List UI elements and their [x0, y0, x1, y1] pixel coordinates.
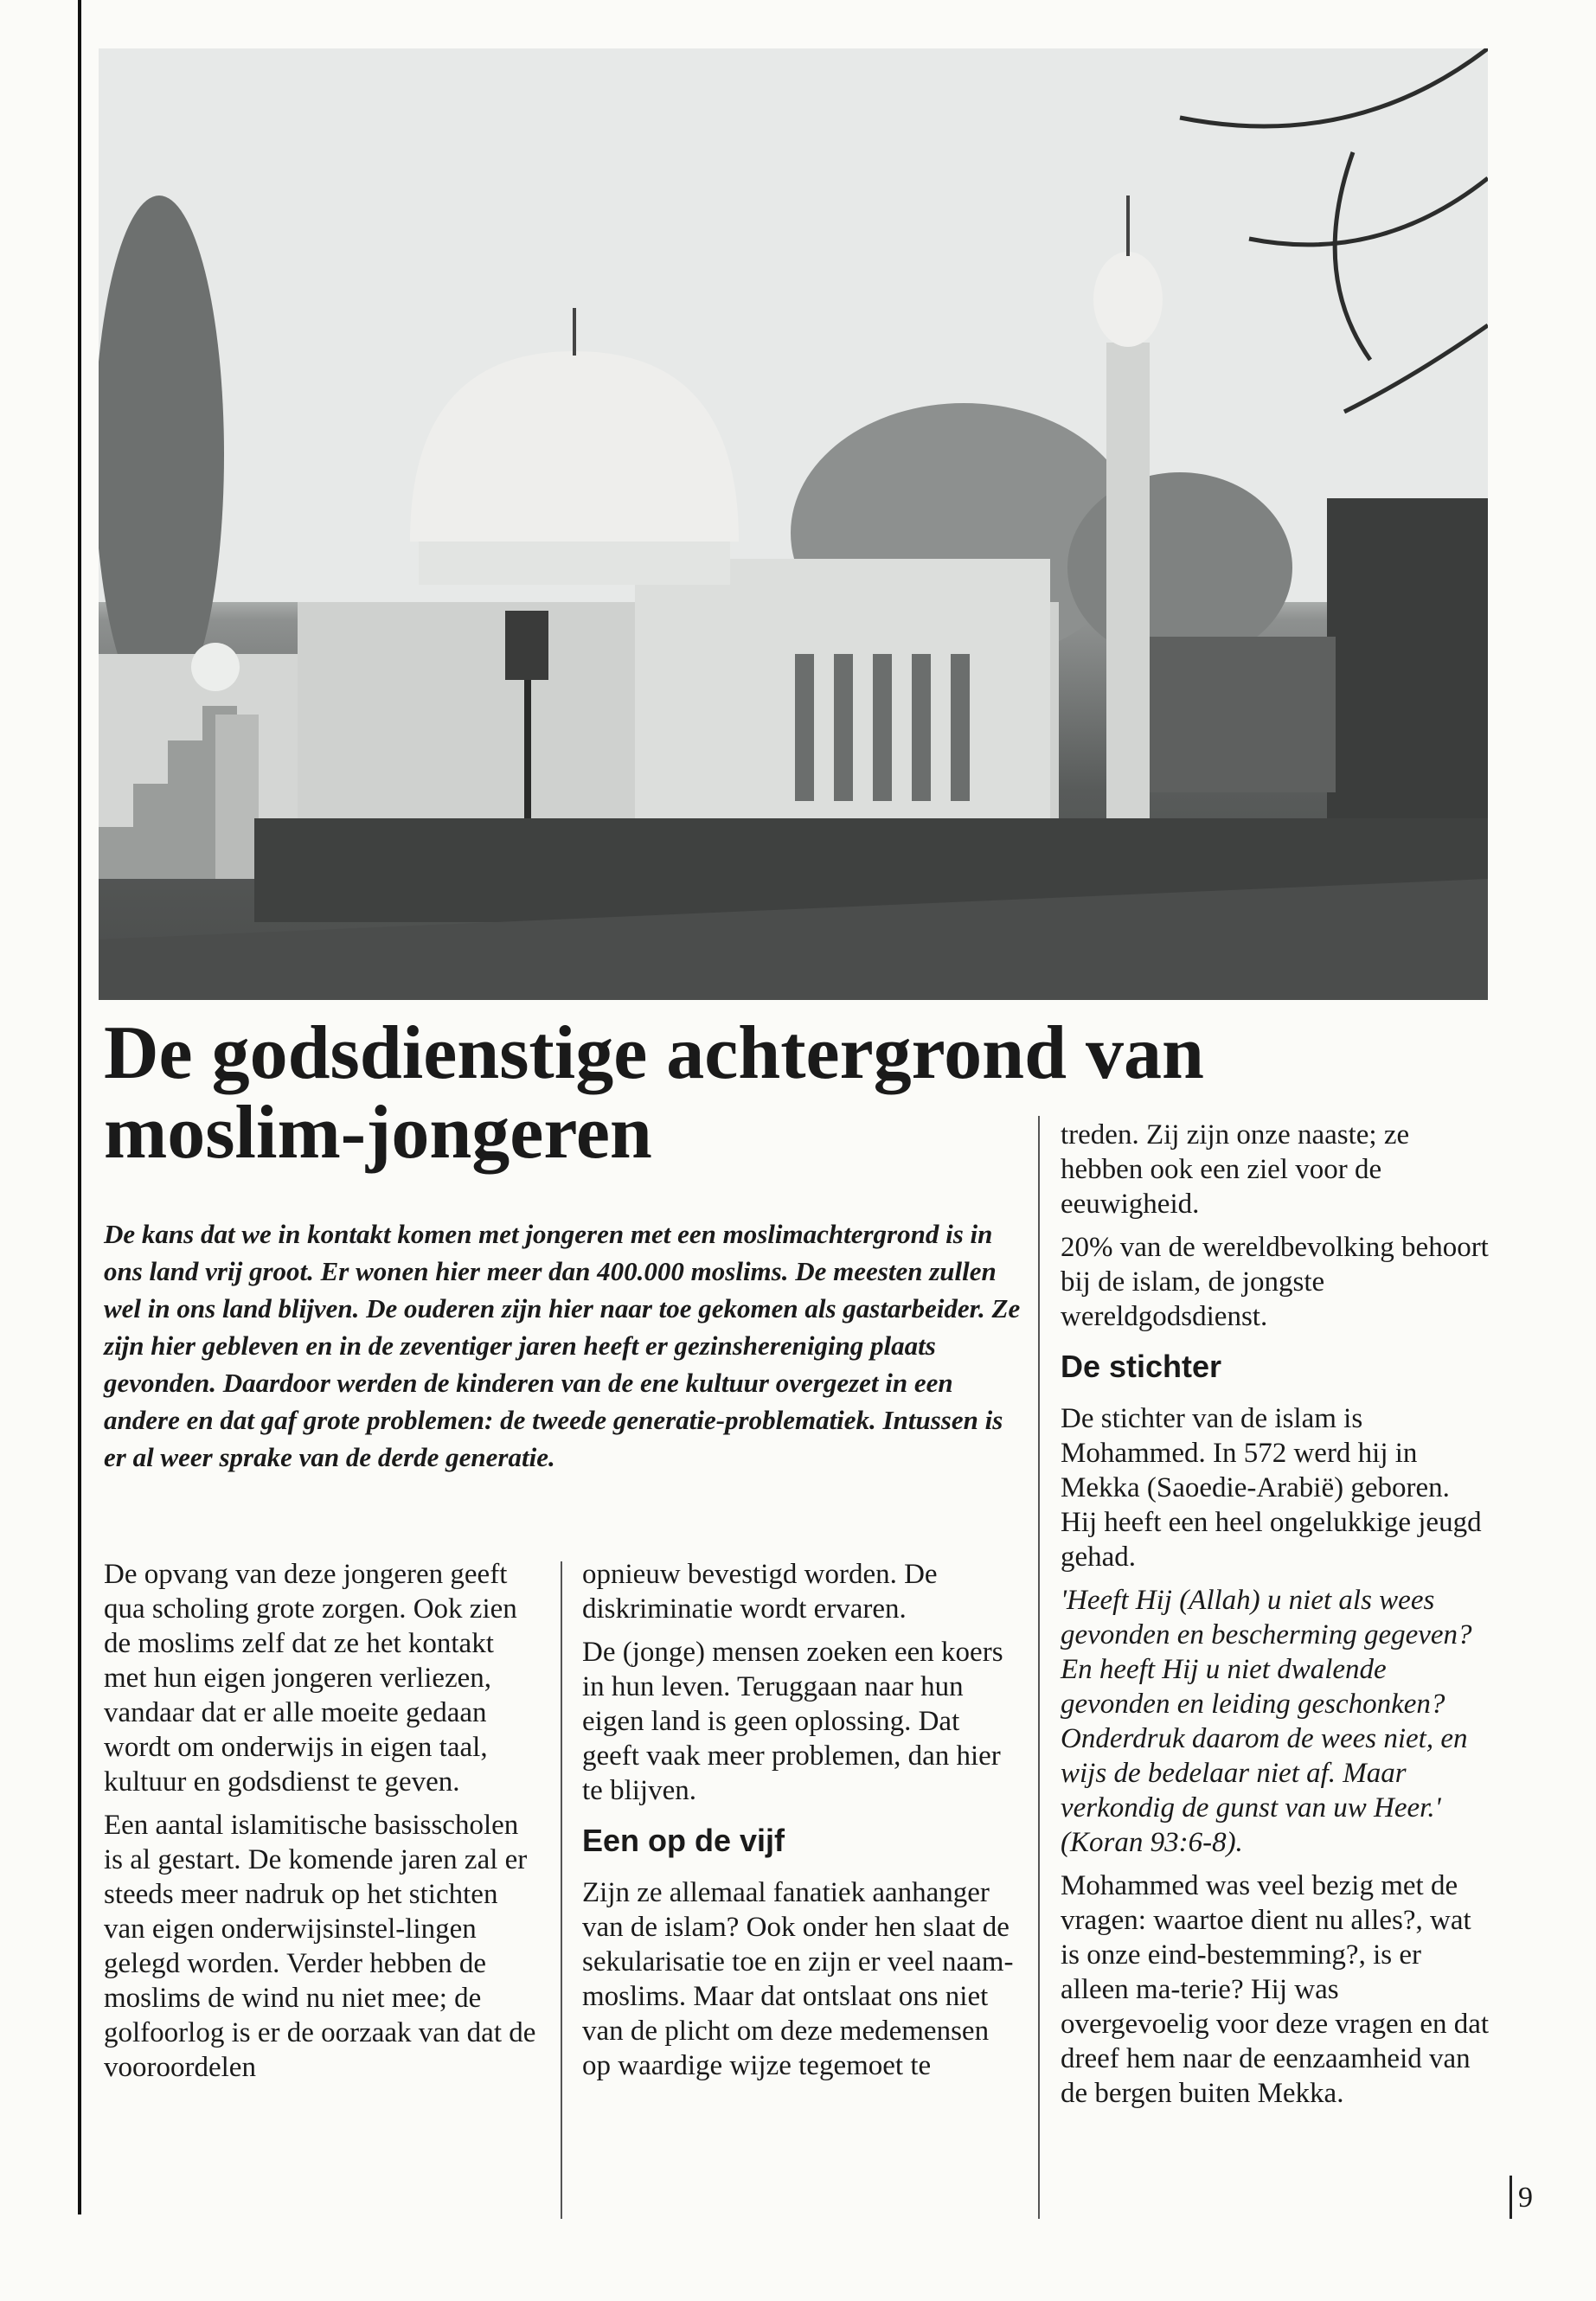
paragraph: De stichter van de islam is Mohammed. In 572 werd hij in Mekka (Saoedie-Arabië) geboren. Hij heeft een heel ongelukkige jeugd gehad.: [1061, 1403, 1482, 1573]
page-number: 9: [1518, 2182, 1533, 2214]
paragraph: opnieuw bevestigd worden. De diskriminatie wordt ervaren.: [582, 1559, 938, 1625]
paragraph: 20% van de wereldbevolking behoort bij de islam, de jongste wereldgodsdienst.: [1061, 1232, 1489, 1332]
paragraph: treden. Zij zijn onze naaste; ze hebben ook een ziel voor de eeuwigheid.: [1061, 1119, 1410, 1220]
column-divider: [1038, 1116, 1040, 2219]
left-margin-rule: [78, 0, 81, 2214]
title-line-2: moslim-jongeren: [104, 1091, 652, 1175]
mosque-photo: [99, 48, 1488, 1000]
paragraph: Zijn ze allemaal fanatiek aanhanger van de islam? Ook onder hen slaat de sekularisatie toe en zijn er veel naam-moslims. Maar dat ontslaat ons niet van de plicht om deze medemensen op waardige wijze tegemoet te: [582, 1877, 1014, 2081]
column-1: [104, 1557, 536, 2093]
column-3: [1061, 1118, 1493, 2119]
paragraph: De opvang van deze jongeren geeft qua scholing grote zorgen. Ook zien de moslims zelf dat ze het kontakt met hun eigen jongeren verliezen, vandaar dat er alle moeite gedaan wordt om onderwijs in eigen taal, kultuur en godsdienst te geven.: [104, 1559, 517, 1798]
koran-quote: 'Heeft Hij (Allah) u niet als wees gevonden en bescherming gegeven? En heeft Hij u niet dwalende gevonden en leiding geschonken? Onderdruk daarom de wees niet, en wijs de bedelaar niet af. Maar verkondig de gunst van uw Heer.' (Koran 93:6-8).: [1061, 1585, 1472, 1858]
paragraph: Mohammed was veel bezig met de vragen: waartoe dient nu alles?, wat is onze eind-bestemming?, is er alleen ma-terie? Hij was overgevoelig voor deze vragen en dat dreef hem naar de eenzaamheid van de bergen buiten Mekka.: [1061, 1870, 1490, 2109]
section-heading: De stichter: [1061, 1349, 1222, 1384]
mosque-illustration: [99, 48, 1488, 1000]
column-divider: [561, 1561, 562, 2219]
column-2: [582, 1557, 1015, 2092]
article-intro: De kans dat we in kontakt komen met jongeren met een moslimachtergrond is in ons land vrij groot. Er wonen hier meer dan 400.000 moslims. De meesten zullen wel in ons land blijven. De ouderen zijn hier naar toe gekomen als gastarbeider. Ze zijn hier gebleven en in de zeventiger jaren heeft er gezinshereniging plaats gevonden. Daardoor werden de kinderen van de ene kultuur overgezet in een andere en dat gaf grote problemen: de tweede generatie-problematiek. Intussen is er al weer sprake van de derde generatie.: [104, 1219, 1021, 1472]
section-heading: Een op de vijf: [582, 1823, 785, 1858]
paragraph: De (jonge) mensen zoeken een koers in hun leven. Teruggaan naar hun eigen land is geen oplossing. Dat geeft vaak meer problemen, dan hier te blijven.: [582, 1637, 1003, 1806]
page-number-rule: [1509, 2176, 1512, 2219]
title-line-1: De godsdienstige achtergrond van: [104, 1011, 1204, 1095]
paragraph: Een aantal islamitische basisscholen is al gestart. De komende jaren zal er steeds meer nadruk op het stichten van eigen onderwijsinstel-lingen gelegd worden. Verder hebben de moslims de wind nu niet mee; de golfoorlog is er de oorzaak van dat de vooroordelen: [104, 1810, 536, 2083]
